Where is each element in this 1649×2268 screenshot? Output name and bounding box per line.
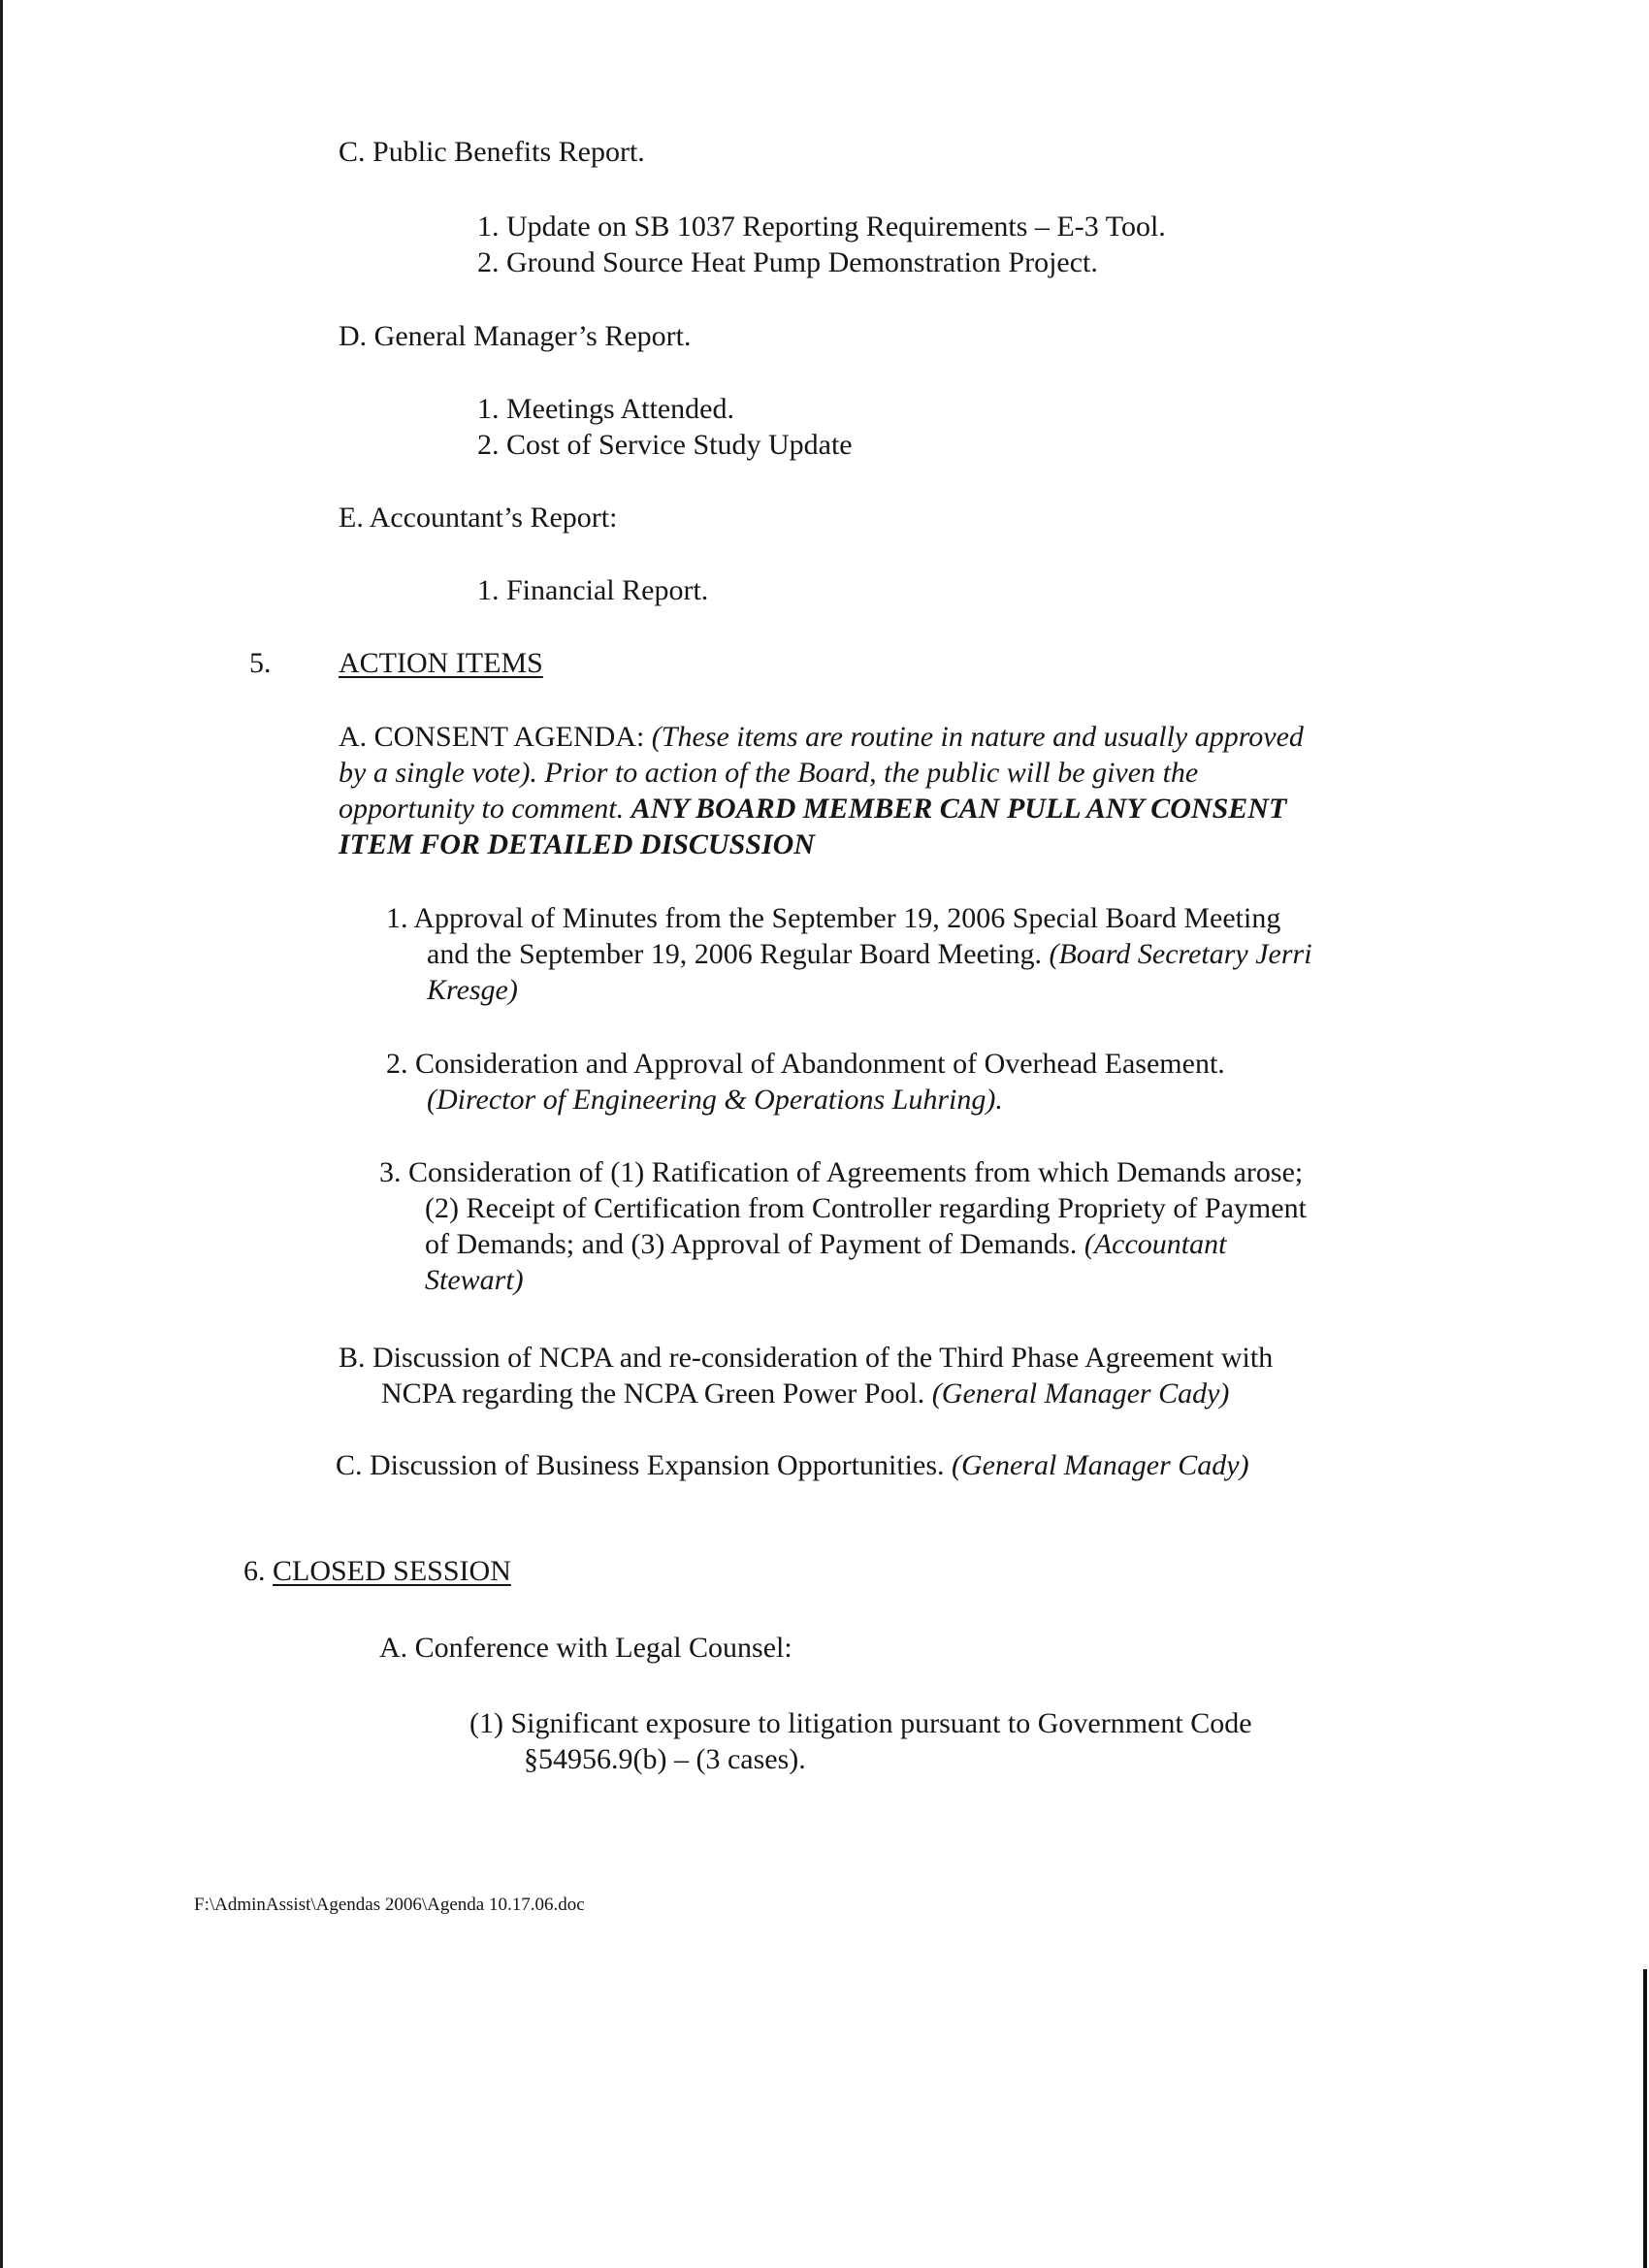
consent-item-3-line-3 (425, 1226, 1226, 1262)
consent-item-2-line-1: 2. Consideration and Approval of Abandonment of Overhead Easement. (386, 1048, 1225, 1080)
closed-session-number: 6. (243, 1555, 273, 1587)
consent-item-1-presenter: (Board Secretary Jerri (1049, 938, 1312, 970)
consent-warning-end: ITEM FOR DETAILED DISCUSSION (339, 828, 815, 860)
action-item-c-presenter: (General Manager Cady) (952, 1449, 1249, 1481)
closed-session-sub-line-2: §54956.9(b) – (3 cases). (524, 1743, 806, 1775)
consent-warning: ANY BOARD MEMBER CAN PULL ANY CONSENT (630, 793, 1287, 825)
section-c-label: C. Public Benefits Report. (339, 136, 645, 168)
consent-item-2-presenter: (Director of Engineering & Operations Luhring). (427, 1084, 1003, 1116)
consent-item-3-text: of Demands; and (3) Approval of Payment of Demands. (425, 1228, 1084, 1260)
consent-line-1 (339, 719, 1304, 755)
consent-item-1-line-2 (427, 936, 1312, 972)
consent-item-3-line-1: 3. Consideration of (1) Ratification of Agreements from which Demands arose; (379, 1156, 1304, 1188)
consent-item-1-line-1: 1. Approval of Minutes from the September 19, 2006 Special Board Meeting (386, 902, 1281, 934)
consent-item-1-text: and the September 19, 2006 Regular Board Meeting. (427, 938, 1050, 970)
action-item-b-line-2 (381, 1376, 1229, 1411)
consent-line-3 (339, 791, 1286, 826)
section-e-label: E. Accountant’s Report: (339, 502, 618, 534)
section-d-item-1: 1. Meetings Attended. (477, 393, 734, 425)
action-item-b-text: NCPA regarding the NCPA Green Power Pool. (381, 1377, 932, 1409)
consent-item-3-presenter: (Accountant (1083, 1228, 1227, 1260)
section-d-label: D. General Manager’s Report. (339, 320, 692, 352)
section-c-item-1: 1. Update on SB 1037 Reporting Requirements – E-3 Tool. (477, 211, 1166, 243)
action-item-c (336, 1447, 1249, 1483)
closed-session-title (243, 1553, 511, 1589)
scan-right-edge-mark (1643, 1969, 1647, 2268)
section-c-item-2: 2. Ground Source Heat Pump Demonstration Project. (477, 246, 1098, 278)
action-items-heading: ACTION ITEMS (339, 647, 543, 679)
consent-item-3-presenter-end: Stewart) (425, 1264, 524, 1296)
consent-item-3-line-2: (2) Receipt of Certification from Controller regarding Propriety of Payment (425, 1192, 1307, 1224)
closed-session-item-a: A. Conference with Legal Counsel: (379, 1632, 792, 1664)
consent-note: (These items are routine in nature and usually approved (651, 721, 1304, 753)
action-item-b-presenter: (General Manager Cady) (931, 1377, 1230, 1409)
action-items-number: 5. (249, 647, 272, 679)
closed-session-heading: CLOSED SESSION (273, 1555, 511, 1587)
section-d-item-2: 2. Cost of Service Study Update (477, 429, 853, 461)
consent-item-1-presenter-end: Kresge) (427, 974, 518, 1006)
consent-line-2: by a single vote). Prior to action of the Board, the public will be given the (339, 757, 1199, 789)
footer-file-path: F:\AdminAssist\Agendas 2006\Agenda 10.17.06.doc (194, 1895, 585, 1915)
action-item-b-line-1: B. Discussion of NCPA and re-consideration of the Third Phase Agreement with (339, 1342, 1274, 1374)
scan-left-edge (0, 0, 3, 2268)
closed-session-sub-line-1: (1) Significant exposure to litigation pursuant to Government Code (469, 1707, 1252, 1739)
section-e-item-1: 1. Financial Report. (477, 574, 709, 606)
consent-note-end: opportunity to comment. (339, 793, 631, 825)
action-item-c-text: C. Discussion of Business Expansion Opportunities. (336, 1449, 952, 1481)
consent-label: A. CONSENT AGENDA: (339, 721, 652, 753)
